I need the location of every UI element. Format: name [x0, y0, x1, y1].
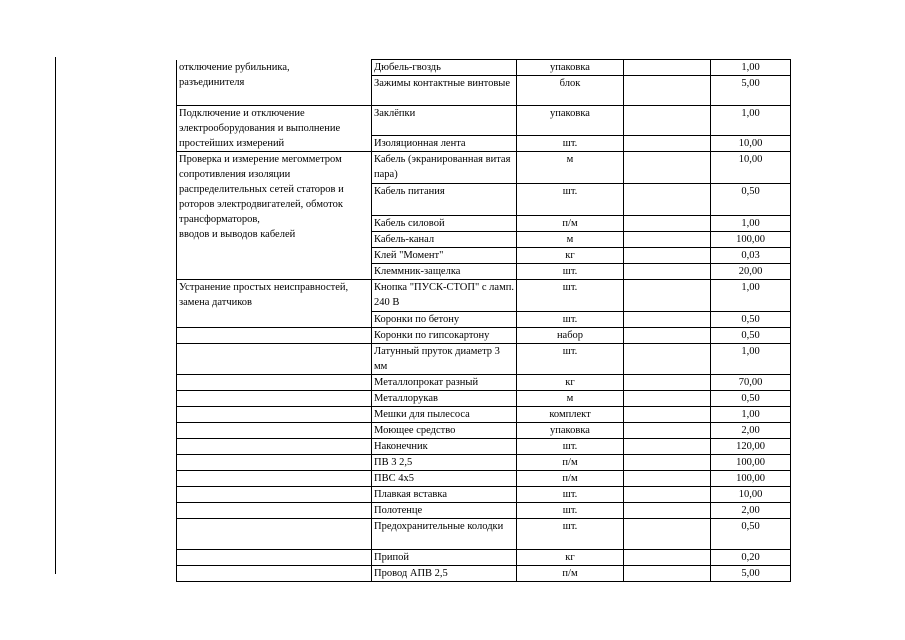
material-cell: Кабель силовой: [372, 216, 517, 232]
material-cell: Клеммник-защелка: [372, 264, 517, 280]
qty-cell: 5,00: [711, 76, 791, 106]
empty-cell: [624, 280, 711, 312]
unit-cell: шт.: [517, 264, 624, 280]
qty-cell: 1,00: [711, 407, 791, 423]
empty-cell: [624, 566, 711, 582]
unit-cell: п/м: [517, 471, 624, 487]
table-row: [177, 344, 791, 375]
table-row: [177, 487, 791, 503]
empty-cell: [624, 487, 711, 503]
qty-cell: 0,50: [711, 312, 791, 328]
unit-cell: п/м: [517, 455, 624, 471]
empty-cell: [624, 391, 711, 407]
qty-cell: 1,00: [711, 106, 791, 136]
material-cell: Клей "Момент": [372, 248, 517, 264]
table-row: [177, 328, 791, 344]
qty-cell: 1,00: [711, 344, 791, 375]
empty-work-cell: [177, 519, 372, 550]
material-cell: Коронки по гипсокартону: [372, 328, 517, 344]
unit-cell: п/м: [517, 216, 624, 232]
unit-cell: шт.: [517, 503, 624, 519]
empty-cell: [624, 503, 711, 519]
unit-cell: кг: [517, 550, 624, 566]
qty-cell: 1,00: [711, 280, 791, 312]
material-cell: Металлорукав: [372, 391, 517, 407]
qty-cell: 2,00: [711, 423, 791, 439]
qty-cell: 70,00: [711, 375, 791, 391]
qty-cell: 120,00: [711, 439, 791, 455]
material-cell: Изоляционная лента: [372, 136, 517, 152]
empty-work-cell: [177, 439, 372, 455]
qty-cell: 2,00: [711, 503, 791, 519]
empty-work-cell: [177, 471, 372, 487]
empty-cell: [624, 407, 711, 423]
qty-cell: 100,00: [711, 232, 791, 248]
empty-work-cell: [177, 423, 372, 439]
table-row: [177, 391, 791, 407]
empty-work-cell: [177, 503, 372, 519]
table-row: [177, 471, 791, 487]
material-cell: Кабель-канал: [372, 232, 517, 248]
unit-cell: шт.: [517, 184, 624, 216]
empty-work-cell: [177, 566, 372, 582]
empty-cell: [624, 423, 711, 439]
table-row: [177, 423, 791, 439]
table-row: [177, 519, 791, 550]
unit-cell: м: [517, 152, 624, 184]
empty-cell: [624, 76, 711, 106]
unit-cell: шт.: [517, 439, 624, 455]
unit-cell: набор: [517, 328, 624, 344]
material-cell: Металлопрокат разный: [372, 375, 517, 391]
unit-cell: шт.: [517, 136, 624, 152]
empty-cell: [624, 264, 711, 280]
unit-cell: шт.: [517, 280, 624, 312]
table-row: [177, 106, 791, 136]
work-cell: Проверка и измерение мегомметром сопротивления изоляции распределительных сетей статоров и роторов электродвигателей, обмоток трансформаторов, вводов и выводов кабелей: [177, 152, 372, 280]
table-row: [177, 152, 791, 184]
unit-cell: шт.: [517, 312, 624, 328]
material-cell: Мешки для пылесоса: [372, 407, 517, 423]
qty-cell: 0,20: [711, 550, 791, 566]
unit-cell: м: [517, 232, 624, 248]
empty-cell: [624, 471, 711, 487]
material-cell: Коронки по бетону: [372, 312, 517, 328]
empty-work-cell: [177, 344, 372, 375]
qty-cell: 0,50: [711, 391, 791, 407]
qty-cell: 100,00: [711, 471, 791, 487]
material-cell: Заклёпки: [372, 106, 517, 136]
empty-cell: [624, 232, 711, 248]
empty-cell: [624, 184, 711, 216]
material-cell: Кабель (экранированная витая пара): [372, 152, 517, 184]
materials-table: [176, 59, 791, 582]
qty-cell: 100,00: [711, 455, 791, 471]
empty-cell: [624, 248, 711, 264]
empty-cell: [624, 344, 711, 375]
empty-cell: [624, 60, 711, 76]
unit-cell: упаковка: [517, 106, 624, 136]
table-row: [177, 375, 791, 391]
qty-cell: 10,00: [711, 152, 791, 184]
empty-cell: [624, 550, 711, 566]
work-cell: Подключение и отключение электрооборудования и выполнение простейших измерений: [177, 106, 372, 152]
material-cell: ПВС 4х5: [372, 471, 517, 487]
empty-work-cell: [177, 550, 372, 566]
unit-cell: упаковка: [517, 423, 624, 439]
empty-cell: [624, 328, 711, 344]
material-cell: Предохранительные колодки: [372, 519, 517, 550]
material-cell: ПВ 3 2,5: [372, 455, 517, 471]
table-row: [177, 455, 791, 471]
work-cell: Устранение простых неисправностей, замена датчиков: [177, 280, 372, 328]
qty-cell: 5,00: [711, 566, 791, 582]
material-cell: Провод АПВ 2,5: [372, 566, 517, 582]
qty-cell: 0,50: [711, 328, 791, 344]
material-cell: Припой: [372, 550, 517, 566]
unit-cell: шт.: [517, 344, 624, 375]
material-cell: Зажимы контактные винтовые: [372, 76, 517, 106]
qty-cell: 10,00: [711, 487, 791, 503]
empty-work-cell: [177, 375, 372, 391]
unit-cell: п/м: [517, 566, 624, 582]
material-cell: Наконечник: [372, 439, 517, 455]
empty-work-cell: [177, 487, 372, 503]
empty-cell: [624, 375, 711, 391]
unit-cell: кг: [517, 375, 624, 391]
empty-work-cell: [177, 455, 372, 471]
qty-cell: 10,00: [711, 136, 791, 152]
table-row: [177, 566, 791, 582]
empty-cell: [624, 152, 711, 184]
empty-cell: [624, 136, 711, 152]
table-row: [177, 280, 791, 312]
table-row: [177, 60, 791, 76]
table-row: [177, 407, 791, 423]
empty-cell: [624, 106, 711, 136]
material-cell: Полотенце: [372, 503, 517, 519]
material-cell: Плавкая вставка: [372, 487, 517, 503]
unit-cell: блок: [517, 76, 624, 106]
work-cell: отключение рубильника, разъединителя: [177, 60, 372, 106]
unit-cell: шт.: [517, 519, 624, 550]
page-margin-line: [55, 57, 56, 574]
empty-cell: [624, 312, 711, 328]
unit-cell: комплект: [517, 407, 624, 423]
empty-cell: [624, 519, 711, 550]
material-cell: Кнопка "ПУСК-СТОП" с ламп. 240 В: [372, 280, 517, 312]
qty-cell: 1,00: [711, 216, 791, 232]
material-cell: Дюбель-гвоздь: [372, 60, 517, 76]
empty-cell: [624, 455, 711, 471]
qty-cell: 0,03: [711, 248, 791, 264]
qty-cell: 0,50: [711, 519, 791, 550]
empty-work-cell: [177, 391, 372, 407]
unit-cell: м: [517, 391, 624, 407]
empty-cell: [624, 439, 711, 455]
table-row: [177, 503, 791, 519]
table-row: [177, 439, 791, 455]
empty-work-cell: [177, 328, 372, 344]
qty-cell: 1,00: [711, 60, 791, 76]
unit-cell: кг: [517, 248, 624, 264]
qty-cell: 0,50: [711, 184, 791, 216]
unit-cell: шт.: [517, 487, 624, 503]
material-cell: Кабель питания: [372, 184, 517, 216]
material-cell: Моющее средство: [372, 423, 517, 439]
table-row: [177, 550, 791, 566]
qty-cell: 20,00: [711, 264, 791, 280]
material-cell: Латунный пруток диаметр 3 мм: [372, 344, 517, 375]
unit-cell: упаковка: [517, 60, 624, 76]
empty-work-cell: [177, 407, 372, 423]
empty-cell: [624, 216, 711, 232]
